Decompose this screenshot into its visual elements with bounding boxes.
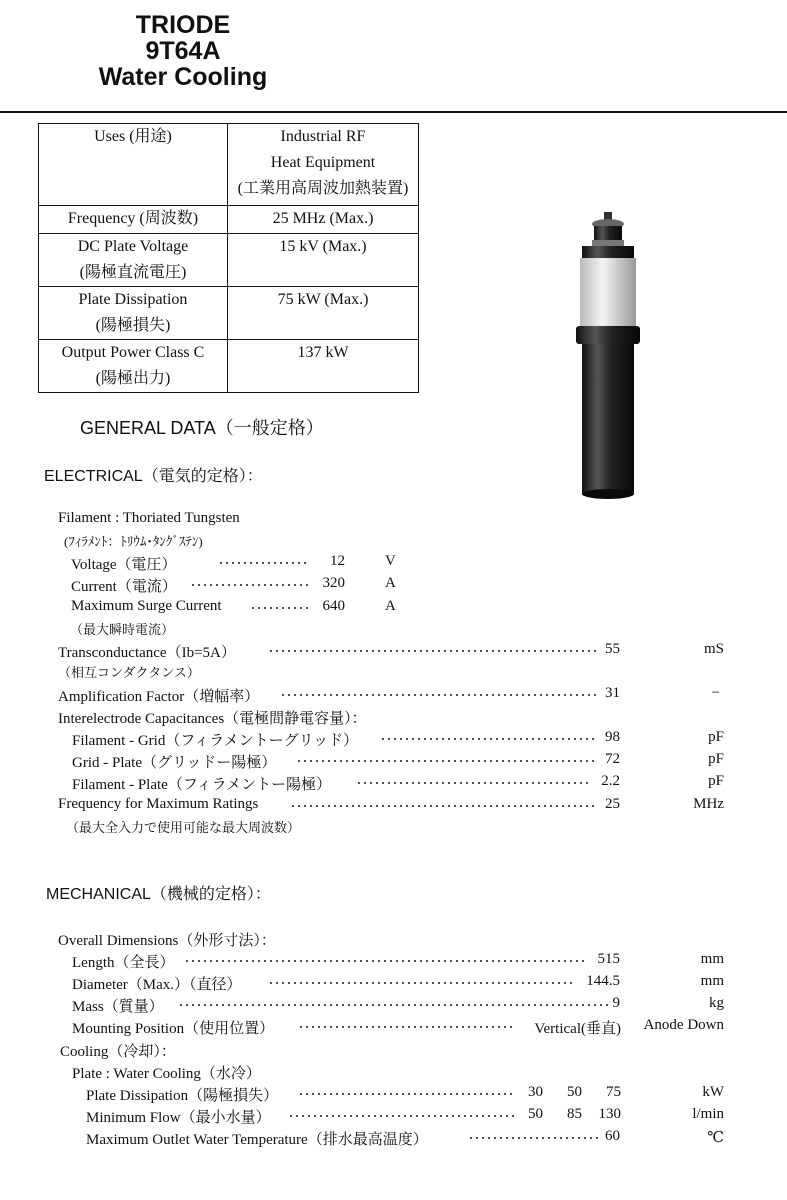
surge-unit: A xyxy=(385,598,396,614)
filament-label: Filament : Thoriated Tungsten xyxy=(58,510,240,526)
leader-dots xyxy=(218,562,308,564)
spec-value: 15 kV (Max.) xyxy=(228,234,419,287)
spec-key: Uses (用途) xyxy=(39,124,228,206)
voltage-label: Voltage（電圧） xyxy=(71,557,177,573)
leader-dots xyxy=(280,694,598,696)
leader-dots xyxy=(290,805,598,807)
amplification-unit: − xyxy=(711,685,720,701)
diameter-value: 144.5 xyxy=(586,973,620,989)
amplification-value: 31 xyxy=(605,685,620,701)
fil-plate-label: Filament - Plate（フィラメントー陽極） xyxy=(72,777,332,793)
table-row xyxy=(39,234,419,287)
mass-unit: kg xyxy=(709,995,724,1011)
table-row xyxy=(39,206,419,234)
plate-dissipation-value-2: 50 xyxy=(567,1084,582,1100)
grid-plate-label: Grid - Plate（グリッドー陽極） xyxy=(72,755,277,771)
diameter-label: Diameter（Max.）（直径） xyxy=(72,977,242,993)
transconductance-label: Transconductance（Ib=5A） xyxy=(58,645,236,661)
amplification-label: Amplification Factor（増幅率） xyxy=(58,689,260,705)
leader-dots xyxy=(298,1026,516,1028)
spec-value: 25 MHz (Max.) xyxy=(228,206,419,234)
spec-value-line: Industrial RF xyxy=(280,128,366,145)
spec-key xyxy=(39,287,228,340)
capacitances-label: Interelectrode Capacitances（電極間静電容量）： xyxy=(58,711,367,727)
spec-key xyxy=(39,340,228,393)
leader-dots xyxy=(178,1004,608,1006)
plate-dissipation-value-1: 30 xyxy=(528,1084,543,1100)
grid-plate-unit: pF xyxy=(708,751,724,767)
mounting-value: Vertical(垂直) xyxy=(534,1021,621,1037)
table-row xyxy=(39,340,419,393)
leader-dots xyxy=(268,982,576,984)
min-flow-value-3: 130 xyxy=(598,1106,621,1122)
spec-value: 75 kW (Max.) xyxy=(228,287,419,340)
general-data-title: GENERAL DATA（一般定格） xyxy=(80,418,324,438)
max-outlet-unit: ℃ xyxy=(707,1130,724,1146)
document-title xyxy=(79,12,287,90)
spec-value-line: Heat Equipment xyxy=(270,154,376,171)
current-unit: A xyxy=(385,575,396,591)
freq-max-label: Frequency for Maximum Ratings xyxy=(58,796,259,812)
grid-plate-value: 72 xyxy=(605,751,620,767)
spec-key-line: (陽極出力) xyxy=(95,370,171,387)
mass-value: 9 xyxy=(612,995,620,1011)
tube-photo xyxy=(568,210,648,500)
freq-max-value: 25 xyxy=(605,796,620,812)
min-flow-unit: l/min xyxy=(692,1106,724,1122)
freq-max-label-jp: （最大全入力で使用可能な最大周波数） xyxy=(66,820,301,835)
voltage-value: 12 xyxy=(330,553,345,569)
min-flow-value-2: 85 xyxy=(567,1106,582,1122)
spec-value-line: (工業用高周波加熱装置) xyxy=(237,180,409,197)
diameter-unit: mm xyxy=(700,973,724,989)
spec-table xyxy=(38,123,419,393)
fil-plate-unit: pF xyxy=(708,773,724,789)
title-line-3: Water Cooling xyxy=(98,63,268,91)
transconductance-label-jp: （相互コンダクタンス） xyxy=(58,665,200,680)
transconductance-unit: mS xyxy=(703,641,724,657)
mechanical-heading: MECHANICAL（機械的定格）： xyxy=(46,886,271,903)
table-row xyxy=(39,124,419,206)
spec-value: 137 kW xyxy=(228,340,419,393)
filament-label-jp: (ﾌｨﾗﾒﾝﾄ：ﾄﾘｳﾑ･ﾀﾝｸﾞｽﾃﾝ) xyxy=(64,534,203,549)
length-unit: mm xyxy=(700,951,724,967)
header-rule xyxy=(0,111,787,113)
title-line-2: 9T64A xyxy=(145,37,221,65)
min-flow-value-1: 50 xyxy=(528,1106,543,1122)
leader-dots xyxy=(268,650,598,652)
fil-grid-label: Filament - Grid（フィラメントーグリッド） xyxy=(72,733,359,749)
leader-dots xyxy=(298,1093,516,1095)
mounting-label: Mounting Position（使用位置） xyxy=(72,1021,275,1037)
spec-key-line: DC Plate Voltage xyxy=(77,238,189,255)
freq-max-unit: MHz xyxy=(693,796,724,812)
max-outlet-value: 60 xyxy=(605,1128,620,1144)
current-value: 320 xyxy=(322,575,345,591)
min-flow-label: Minimum Flow（最小水量） xyxy=(86,1110,271,1126)
spec-key-line: (陽極直流電圧) xyxy=(79,264,187,281)
leader-dots xyxy=(190,584,310,586)
leader-dots xyxy=(288,1115,516,1117)
plate-cooling-label: Plate : Water Cooling（水冷） xyxy=(72,1066,261,1082)
leader-dots xyxy=(356,782,588,784)
spec-value xyxy=(228,124,419,206)
overall-dimensions-label: Overall Dimensions（外形寸法）： xyxy=(58,933,276,949)
spec-key-line: Output Power Class C xyxy=(61,344,205,361)
spec-key-line: Plate Dissipation xyxy=(78,291,188,308)
electrical-heading: ELECTRICAL（電気的定格）： xyxy=(44,468,263,485)
plate-dissipation-unit: kW xyxy=(702,1084,724,1100)
spec-key-line: (陽極損失) xyxy=(95,317,171,334)
length-label: Length（全長） xyxy=(72,955,175,971)
current-label: Current（電流） xyxy=(71,579,177,595)
transconductance-value: 55 xyxy=(605,641,620,657)
title-line-1: TRIODE xyxy=(135,11,231,39)
plate-dissipation-label: Plate Dissipation（陽極損失） xyxy=(86,1088,279,1104)
surge-value: 640 xyxy=(322,598,345,614)
voltage-unit: V xyxy=(385,553,396,569)
surge-label: Maximum Surge Current xyxy=(71,598,222,614)
fil-grid-value: 98 xyxy=(605,729,620,745)
plate-dissipation-value-3: 75 xyxy=(606,1084,621,1100)
max-outlet-label: Maximum Outlet Water Temperature（排水最高温度） xyxy=(86,1132,428,1148)
fil-plate-value: 2.2 xyxy=(601,773,620,789)
spec-key xyxy=(39,234,228,287)
cooling-label: Cooling（冷却）： xyxy=(60,1044,176,1060)
surge-label-jp: （最大瞬時電流） xyxy=(70,622,175,637)
leader-dots xyxy=(184,960,588,962)
mass-label: Mass（質量） xyxy=(72,999,164,1015)
fil-grid-unit: pF xyxy=(708,729,724,745)
leader-dots xyxy=(296,760,598,762)
length-value: 515 xyxy=(597,951,620,967)
mounting-unit: Anode Down xyxy=(643,1017,724,1033)
table-row xyxy=(39,287,419,340)
spec-key: Frequency (周波数) xyxy=(39,206,228,234)
